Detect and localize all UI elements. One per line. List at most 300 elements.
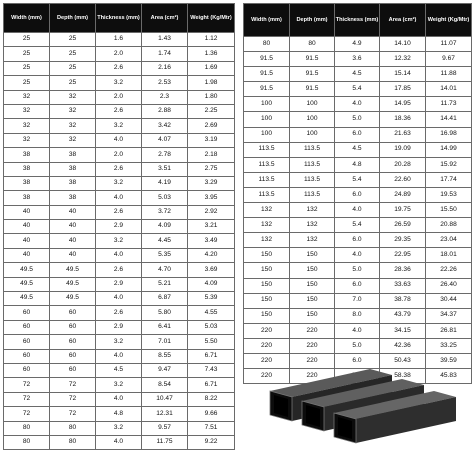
cell-area: 9.57 — [142, 421, 188, 435]
cell-thickness: 2.0 — [96, 90, 142, 104]
table-row — [244, 67, 472, 82]
cell-depth: 113.5 — [290, 157, 335, 172]
cell-thickness: 4.8 — [96, 407, 142, 421]
cell-width: 80 — [4, 435, 50, 449]
cell-weight: 20.88 — [426, 218, 472, 233]
cell-weight: 5.03 — [188, 320, 235, 334]
cell-depth: 132 — [290, 203, 335, 218]
cell-depth: 100 — [290, 127, 335, 142]
cell-thickness: 4.5 — [335, 67, 380, 82]
cell-area: 14.95 — [380, 97, 426, 112]
cell-width: 220 — [244, 353, 290, 368]
cell-weight: 23.04 — [426, 233, 472, 248]
cell-depth: 38 — [50, 176, 96, 190]
cell-thickness: 3.2 — [96, 119, 142, 133]
cell-depth: 60 — [50, 335, 96, 349]
cell-width: 150 — [244, 263, 290, 278]
cell-width: 49.5 — [4, 263, 50, 277]
cell-weight: 14.99 — [426, 142, 472, 157]
table-row — [244, 172, 472, 187]
cell-thickness: 3.2 — [96, 234, 142, 248]
cell-depth: 32 — [50, 104, 96, 118]
table-row — [4, 292, 235, 306]
cell-thickness: 3.2 — [96, 335, 142, 349]
cell-depth: 72 — [50, 407, 96, 421]
table-row — [4, 263, 235, 277]
cell-thickness: 4.0 — [96, 133, 142, 147]
cell-depth: 113.5 — [290, 187, 335, 202]
cell-area: 4.45 — [142, 234, 188, 248]
table-row — [244, 37, 472, 52]
cell-weight: 1.98 — [188, 76, 235, 90]
cell-depth: 40 — [50, 248, 96, 262]
table-row — [4, 335, 235, 349]
cell-thickness: 4.0 — [335, 203, 380, 218]
cell-thickness: 5.0 — [335, 338, 380, 353]
cell-width: 25 — [4, 33, 50, 47]
cell-area: 2.78 — [142, 148, 188, 162]
cell-thickness: 2.6 — [96, 61, 142, 75]
cell-weight: 9.67 — [426, 52, 472, 67]
cell-area: 6.41 — [142, 320, 188, 334]
cell-thickness: 2.6 — [96, 162, 142, 176]
cell-weight: 1.12 — [188, 33, 235, 47]
cell-depth: 132 — [290, 218, 335, 233]
cell-weight: 9.22 — [188, 435, 235, 449]
cell-depth: 60 — [50, 306, 96, 320]
cell-width: 100 — [244, 97, 290, 112]
table-row — [4, 104, 235, 118]
cell-weight: 45.83 — [426, 369, 472, 384]
cell-depth: 80 — [50, 421, 96, 435]
cell-area: 38.78 — [380, 293, 426, 308]
cell-thickness: 4.5 — [96, 363, 142, 377]
cell-depth: 113.5 — [290, 172, 335, 187]
cell-weight: 5.50 — [188, 335, 235, 349]
cell-thickness: 1.6 — [96, 33, 142, 47]
cell-weight: 3.21 — [188, 220, 235, 234]
cell-area: 4.19 — [142, 176, 188, 190]
cell-depth: 150 — [290, 263, 335, 278]
cell-area: 3.72 — [142, 205, 188, 219]
cell-width: 60 — [4, 335, 50, 349]
cell-width: 38 — [4, 148, 50, 162]
cell-width: 72 — [4, 407, 50, 421]
table-row — [4, 119, 235, 133]
cell-weight: 1.69 — [188, 61, 235, 75]
cell-width: 25 — [4, 76, 50, 90]
cell-depth: 38 — [50, 162, 96, 176]
cell-area: 5.03 — [142, 191, 188, 205]
cell-depth: 150 — [290, 248, 335, 263]
cell-depth: 150 — [290, 278, 335, 293]
cell-area: 22.95 — [380, 248, 426, 263]
table-row — [244, 112, 472, 127]
right-table-body — [244, 37, 472, 384]
cell-area: 5.80 — [142, 306, 188, 320]
table-row — [244, 248, 472, 263]
cell-width: 32 — [4, 119, 50, 133]
cell-area: 5.21 — [142, 277, 188, 291]
cell-weight: 11.07 — [426, 37, 472, 52]
cell-weight: 16.98 — [426, 127, 472, 142]
header-area: Area (cm²) — [142, 4, 188, 33]
cell-depth: 49.5 — [50, 277, 96, 291]
cell-weight: 3.95 — [188, 191, 235, 205]
cell-area: 7.01 — [142, 335, 188, 349]
cell-area: 3.42 — [142, 119, 188, 133]
cell-depth: 100 — [290, 112, 335, 127]
cell-width: 60 — [4, 306, 50, 320]
cell-depth: 49.5 — [50, 263, 96, 277]
table-row — [4, 234, 235, 248]
cell-thickness: 2.9 — [96, 320, 142, 334]
cell-area: 24.89 — [380, 187, 426, 202]
cell-weight: 39.59 — [426, 353, 472, 368]
table-row — [4, 205, 235, 219]
cell-thickness: 4.0 — [96, 292, 142, 306]
cell-weight: 22.26 — [426, 263, 472, 278]
cell-weight: 9.66 — [188, 407, 235, 421]
cell-depth: 40 — [50, 234, 96, 248]
table-row — [244, 323, 472, 338]
cell-area: 58.38 — [380, 369, 426, 384]
cell-thickness: 4.9 — [335, 37, 380, 52]
cell-thickness: 4.0 — [335, 323, 380, 338]
cell-width: 100 — [244, 127, 290, 142]
cell-depth: 32 — [50, 90, 96, 104]
cell-area: 26.59 — [380, 218, 426, 233]
table-row — [4, 47, 235, 61]
cell-weight: 2.75 — [188, 162, 235, 176]
cell-area: 11.75 — [142, 435, 188, 449]
table-row — [4, 176, 235, 190]
header-depth: Depth (mm) — [290, 4, 335, 37]
cell-depth: 220 — [290, 369, 335, 384]
cell-weight: 33.25 — [426, 338, 472, 353]
right-dimension-table — [243, 3, 472, 384]
cell-weight: 2.92 — [188, 205, 235, 219]
header-area: Area (cm²) — [380, 4, 426, 37]
cell-depth: 25 — [50, 33, 96, 47]
cell-width: 100 — [244, 112, 290, 127]
cell-weight: 8.22 — [188, 392, 235, 406]
cell-depth: 80 — [290, 37, 335, 52]
cell-area: 19.75 — [380, 203, 426, 218]
table-row — [4, 363, 235, 377]
cell-weight: 4.09 — [188, 277, 235, 291]
cell-width: 32 — [4, 104, 50, 118]
cell-area: 2.3 — [142, 90, 188, 104]
cell-width: 38 — [4, 191, 50, 205]
cell-depth: 80 — [50, 435, 96, 449]
cell-area: 28.36 — [380, 263, 426, 278]
cell-width: 150 — [244, 293, 290, 308]
cell-width: 40 — [4, 220, 50, 234]
cell-area: 5.35 — [142, 248, 188, 262]
cell-weight: 2.69 — [188, 119, 235, 133]
table-row — [4, 248, 235, 262]
cell-thickness: 5.0 — [335, 112, 380, 127]
table-row — [4, 220, 235, 234]
cell-weight: 11.88 — [426, 67, 472, 82]
cell-thickness: 8.0 — [335, 308, 380, 323]
cell-weight: 2.25 — [188, 104, 235, 118]
cell-area: 34.15 — [380, 323, 426, 338]
header-thickness: Thickness (mm) — [335, 4, 380, 37]
cell-width: 150 — [244, 308, 290, 323]
cell-area: 20.28 — [380, 157, 426, 172]
cell-area: 1.43 — [142, 33, 188, 47]
cell-area: 9.47 — [142, 363, 188, 377]
cell-width: 72 — [4, 392, 50, 406]
cell-depth: 91.5 — [290, 82, 335, 97]
cell-area: 12.32 — [380, 52, 426, 67]
cell-area: 8.54 — [142, 378, 188, 392]
cell-weight: 5.39 — [188, 292, 235, 306]
cell-weight: 6.71 — [188, 349, 235, 363]
left-dimension-table — [3, 3, 235, 450]
cell-area: 2.88 — [142, 104, 188, 118]
cell-thickness: 6.0 — [335, 233, 380, 248]
cell-thickness: 2.0 — [96, 148, 142, 162]
cell-width: 38 — [4, 162, 50, 176]
table-row — [244, 97, 472, 112]
cell-width: 60 — [4, 349, 50, 363]
cell-depth: 49.5 — [50, 292, 96, 306]
table-row — [244, 127, 472, 142]
cell-width: 220 — [244, 338, 290, 353]
table-row — [4, 191, 235, 205]
cell-width: 132 — [244, 218, 290, 233]
cell-area: 22.60 — [380, 172, 426, 187]
cell-width: 91.5 — [244, 67, 290, 82]
cell-weight: 4.55 — [188, 306, 235, 320]
cell-weight: 1.36 — [188, 47, 235, 61]
cell-depth: 72 — [50, 378, 96, 392]
table-row — [244, 308, 472, 323]
cell-thickness: 2.0 — [96, 47, 142, 61]
cell-depth: 25 — [50, 61, 96, 75]
cell-thickness: 4.0 — [335, 97, 380, 112]
cell-thickness: 6.0 — [335, 127, 380, 142]
cell-thickness: 2.9 — [96, 277, 142, 291]
table-row — [244, 278, 472, 293]
cell-width: 40 — [4, 248, 50, 262]
cell-depth: 60 — [50, 363, 96, 377]
cell-depth: 100 — [290, 97, 335, 112]
cell-width: 60 — [4, 363, 50, 377]
cell-thickness: 2.6 — [96, 263, 142, 277]
cell-area: 43.79 — [380, 308, 426, 323]
cell-thickness: 4.0 — [96, 248, 142, 262]
cell-width: 150 — [244, 278, 290, 293]
cell-thickness: 4.0 — [96, 392, 142, 406]
header-row — [4, 4, 235, 33]
square-tubes-image — [262, 361, 458, 447]
cell-weight: 15.50 — [426, 203, 472, 218]
table-row — [4, 76, 235, 90]
cell-width: 25 — [4, 47, 50, 61]
cell-depth: 60 — [50, 320, 96, 334]
cell-width: 132 — [244, 203, 290, 218]
cell-area: 29.35 — [380, 233, 426, 248]
table-row — [244, 338, 472, 353]
cell-thickness: 3.2 — [96, 421, 142, 435]
cell-width: 38 — [4, 176, 50, 190]
cell-width: 91.5 — [244, 82, 290, 97]
header-depth: Depth (mm) — [50, 4, 96, 33]
header-weight: Weight (Kg/Mtr) — [426, 4, 472, 37]
cell-width: 80 — [4, 421, 50, 435]
cell-depth: 32 — [50, 119, 96, 133]
cell-thickness: 7.0 — [335, 293, 380, 308]
cell-width: 220 — [244, 369, 290, 384]
cell-weight: 17.74 — [426, 172, 472, 187]
cell-area: 3.51 — [142, 162, 188, 176]
cell-depth: 113.5 — [290, 142, 335, 157]
header-width: Width (mm) — [244, 4, 290, 37]
cell-thickness: 2.9 — [96, 220, 142, 234]
cell-width: 32 — [4, 133, 50, 147]
cell-width: 113.5 — [244, 187, 290, 202]
cell-thickness: 6.0 — [335, 353, 380, 368]
table-row — [4, 349, 235, 363]
table-row — [244, 82, 472, 97]
table-row — [4, 378, 235, 392]
cell-weight: 3.69 — [188, 263, 235, 277]
table-row — [4, 320, 235, 334]
cell-weight: 19.53 — [426, 187, 472, 202]
cell-weight: 14.01 — [426, 82, 472, 97]
cell-depth: 72 — [50, 392, 96, 406]
header-row — [244, 4, 472, 37]
header-weight: Weight (Kg/Mtr) — [188, 4, 235, 33]
cell-depth: 60 — [50, 349, 96, 363]
cell-width: 40 — [4, 205, 50, 219]
cell-thickness: 3.6 — [335, 52, 380, 67]
cell-area: 33.63 — [380, 278, 426, 293]
table-row — [4, 306, 235, 320]
cell-weight: 34.37 — [426, 308, 472, 323]
cell-thickness: 5.4 — [335, 172, 380, 187]
cell-area: 4.09 — [142, 220, 188, 234]
table-row — [4, 392, 235, 406]
cell-width: 49.5 — [4, 277, 50, 291]
cell-width: 72 — [4, 378, 50, 392]
cell-width: 32 — [4, 90, 50, 104]
cell-thickness: 4.0 — [96, 435, 142, 449]
cell-depth: 150 — [290, 293, 335, 308]
table-row — [4, 435, 235, 449]
header-thickness: Thickness (mm) — [96, 4, 142, 33]
cell-thickness: 6.0 — [335, 278, 380, 293]
cell-weight: 30.44 — [426, 293, 472, 308]
cell-area: 12.31 — [142, 407, 188, 421]
cell-area: 2.16 — [142, 61, 188, 75]
cell-thickness: 4.0 — [96, 349, 142, 363]
cell-weight: 26.40 — [426, 278, 472, 293]
cell-thickness: 3.2 — [96, 176, 142, 190]
cell-width: 132 — [244, 233, 290, 248]
cell-width: 113.5 — [244, 172, 290, 187]
cell-weight: 3.19 — [188, 133, 235, 147]
cell-thickness: 5.0 — [335, 263, 380, 278]
table-row — [244, 263, 472, 278]
cell-depth: 25 — [50, 47, 96, 61]
cell-depth: 220 — [290, 338, 335, 353]
cell-depth: 25 — [50, 76, 96, 90]
cell-weight: 3.29 — [188, 176, 235, 190]
table-row — [4, 277, 235, 291]
cell-area: 10.47 — [142, 392, 188, 406]
cell-width: 220 — [244, 323, 290, 338]
cell-weight: 6.71 — [188, 378, 235, 392]
table-row — [4, 90, 235, 104]
table-row — [4, 162, 235, 176]
cell-thickness: 2.6 — [96, 104, 142, 118]
table-row — [4, 133, 235, 147]
cell-area: 6.87 — [142, 292, 188, 306]
table-row — [244, 233, 472, 248]
cell-area: 8.55 — [142, 349, 188, 363]
table-row — [244, 203, 472, 218]
table-row — [4, 33, 235, 47]
cell-weight: 7.51 — [188, 421, 235, 435]
table-row — [244, 218, 472, 233]
cell-weight: 18.01 — [426, 248, 472, 263]
cell-depth: 91.5 — [290, 52, 335, 67]
table-row — [4, 148, 235, 162]
cell-width: 49.5 — [4, 292, 50, 306]
cell-thickness: 4.8 — [335, 157, 380, 172]
cell-depth: 40 — [50, 205, 96, 219]
cell-depth: 91.5 — [290, 67, 335, 82]
cell-area: 2.53 — [142, 76, 188, 90]
cell-thickness: 4.5 — [335, 142, 380, 157]
cell-width: 150 — [244, 248, 290, 263]
cell-depth: 32 — [50, 133, 96, 147]
cell-area: 14.10 — [380, 37, 426, 52]
cell-area: 15.14 — [380, 67, 426, 82]
cell-thickness: 5.4 — [335, 82, 380, 97]
cell-depth: 40 — [50, 220, 96, 234]
cell-weight: 7.43 — [188, 363, 235, 377]
cell-width: 91.5 — [244, 52, 290, 67]
header-width: Width (mm) — [4, 4, 50, 33]
table-row — [244, 293, 472, 308]
cell-width: 113.5 — [244, 157, 290, 172]
cell-area: 21.63 — [380, 127, 426, 142]
table-row — [4, 407, 235, 421]
cell-thickness: 3.2 — [96, 76, 142, 90]
cell-depth: 220 — [290, 353, 335, 368]
cell-area: 42.36 — [380, 338, 426, 353]
table-row — [244, 52, 472, 67]
cell-depth: 38 — [50, 191, 96, 205]
table-row — [4, 421, 235, 435]
table-row — [244, 142, 472, 157]
cell-weight: 14.41 — [426, 112, 472, 127]
cell-area: 19.09 — [380, 142, 426, 157]
cell-width: 40 — [4, 234, 50, 248]
table-row — [244, 157, 472, 172]
cell-weight: 26.81 — [426, 323, 472, 338]
cell-weight: 15.92 — [426, 157, 472, 172]
cell-weight: 2.18 — [188, 148, 235, 162]
cell-depth: 150 — [290, 308, 335, 323]
cell-thickness: 3.2 — [96, 378, 142, 392]
